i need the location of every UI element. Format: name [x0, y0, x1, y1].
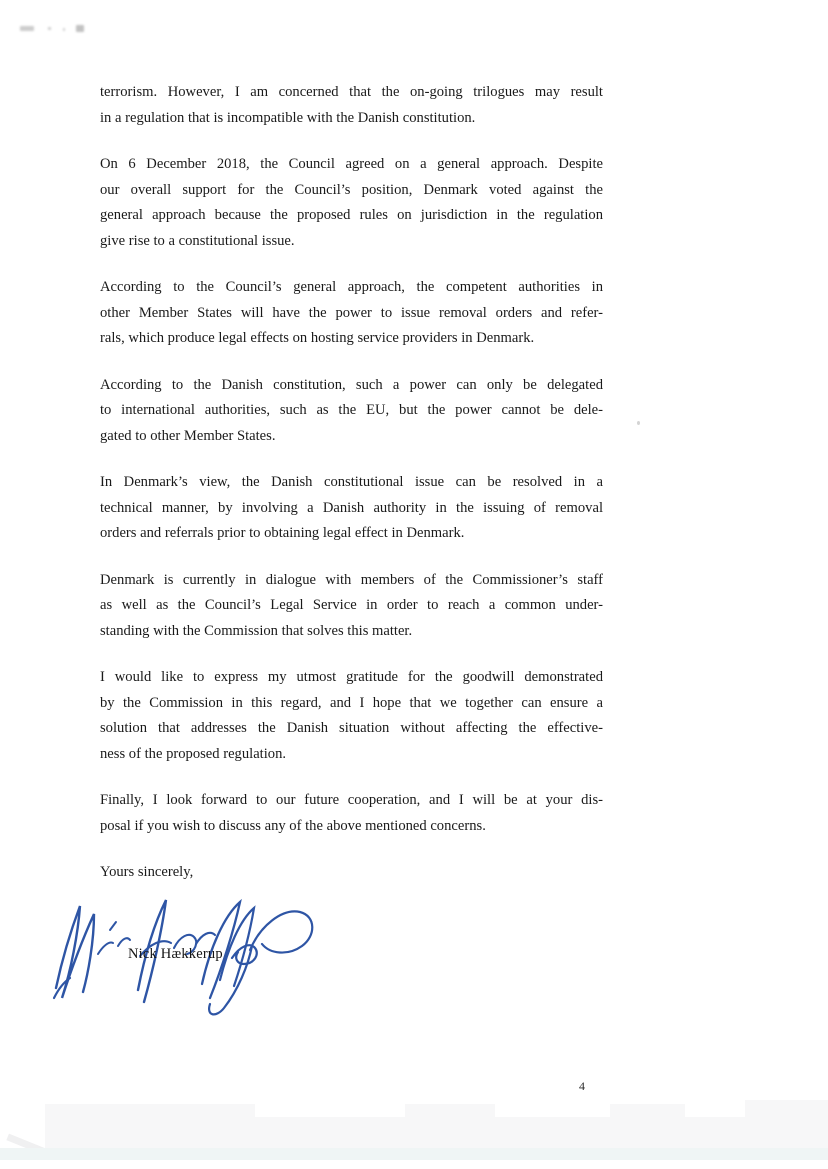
text-line: terrorism. However, I am concerned that the on-going trilogues may result: [100, 84, 603, 100]
text-line: According to the Danish constitution, such a power can only be delegated: [100, 376, 603, 393]
paragraph: [100, 568, 603, 645]
text-line: technical manner, by involving a Danish authority in the issuing of removal: [100, 499, 603, 516]
scan-band-block: [685, 1117, 745, 1148]
paragraph: [100, 665, 603, 767]
text-line: standing with the Commission that solves this matter.: [100, 622, 413, 639]
text-line: In Denmark’s view, the Danish constitutional issue can be resolved in a: [100, 474, 603, 490]
text-line: as well as the Council’s Legal Service in order to reach a common under-: [100, 597, 603, 613]
text-line: rals, which produce legal effects on hosting service providers in Denmark.: [100, 330, 535, 346]
scan-band-strip: [0, 1148, 828, 1160]
text-line: On 6 December 2018, the Council agreed on a general approach. Despite: [100, 156, 603, 172]
scan-band-block: [255, 1117, 405, 1148]
text-line: gated to other Member States.: [100, 427, 276, 444]
text-line: in a regulation that is incompatible with the Danish constitution.: [100, 109, 476, 126]
text-line: give rise to a constitutional issue.: [100, 232, 295, 249]
text-line: orders and referrals prior to obtaining legal effect in Denmark.: [100, 525, 465, 541]
scan-band-block: [745, 1100, 828, 1148]
paragraph: [100, 470, 603, 547]
scan-speck: [637, 421, 640, 425]
text-line: to international authorities, such as the EU, but the power cannot be dele-: [100, 402, 603, 418]
paragraphs: [100, 80, 603, 839]
paragraph: [100, 788, 603, 839]
letter-body: [100, 80, 603, 886]
text-line: ness of the proposed regulation.: [100, 745, 287, 762]
scan-band-block: [45, 1104, 255, 1148]
closing-line: Yours sincerely,: [100, 864, 194, 880]
scan-smudge-mark: [63, 28, 65, 31]
scan-band-block: [495, 1117, 610, 1148]
text-line: by the Commission in this regard, and I hope that we together can ensure a: [100, 694, 603, 711]
scan-smudge-mark: [76, 25, 84, 32]
text-line: I would like to express my utmost gratitude for the goodwill demonstrated: [100, 669, 603, 685]
text-line: Finally, I look forward to our future cooperation, and I will be at your dis-: [100, 792, 603, 808]
signatory-name: Nick Hækkerup: [128, 946, 223, 962]
scan-band-block: [405, 1104, 495, 1148]
paragraph: [100, 275, 603, 352]
paragraph: [100, 80, 603, 131]
page-number: 4: [579, 1079, 585, 1093]
text-line: other Member States will have the power to issue removal orders and refer-: [100, 304, 603, 321]
paragraph: [100, 152, 603, 254]
text-line: solution that addresses the Danish situation without affecting the effective-: [100, 720, 603, 736]
text-line: Denmark is currently in dialogue with members of the Commissioner’s staff: [100, 571, 603, 588]
text-line: general approach because the proposed rules on jurisdiction in the regulation: [100, 207, 603, 223]
scan-smudge-mark: [20, 26, 34, 31]
signature-block: [52, 886, 320, 1024]
paragraph: [100, 373, 603, 450]
text-line: our overall support for the Council’s position, Denmark voted against the: [100, 181, 603, 198]
scan-band-block: [610, 1104, 685, 1148]
text-line: posal if you wish to discuss any of the above mentioned concerns.: [100, 817, 486, 834]
scan-smudge-mark: [48, 27, 51, 30]
text-line: According to the Council’s general approach, the competent authorities in: [100, 279, 603, 295]
